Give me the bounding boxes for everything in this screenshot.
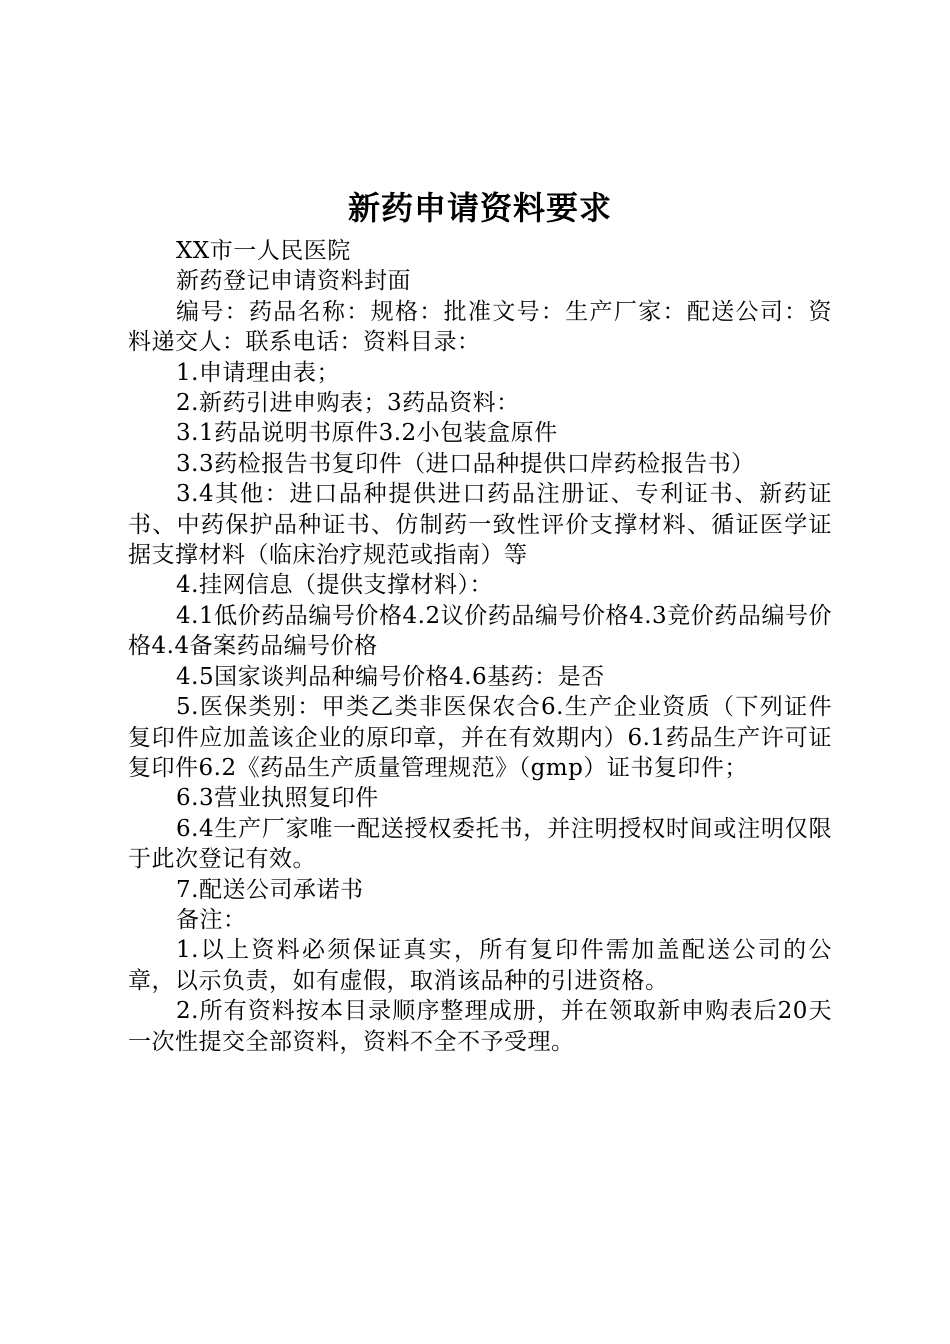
document-title: 新药申请资料要求 [347, 189, 612, 227]
note-item: 2.所有资料按本目录顺序整理成册，并在领取新申购表后20天一次性提交全部资料，资料不全不予受理。 [128, 998, 832, 1055]
document-page [128, 188, 832, 1057]
note-item: 1.以上资料必须保证真实，所有复印件需加盖配送公司的公章，以示负责，如有虚假，取消该品种的引进资格。 [128, 937, 832, 994]
list-item: 4.5国家谈判品种编号价格4.6基药：是否 [176, 663, 605, 690]
list-item: 7.配送公司承诺书 [176, 876, 364, 903]
list-item: 2.新药引进申购表；3药品资料： [176, 390, 520, 417]
list-item: 1.申请理由表； [176, 359, 340, 386]
cover-heading: 新药登记申请资料封面 [176, 268, 411, 295]
list-item: 3.3药检报告书复印件（进口品种提供口岸药检报告书） [176, 450, 755, 477]
notes-heading: 备注： [176, 906, 247, 933]
hospital-name: XX市一人民医院 [176, 238, 351, 264]
list-item: 6.4生产厂家唯一配送授权委托书，并注明授权时间或注明仅限于此次登记有效。 [128, 815, 832, 873]
list-item: 3.4其他：进口品种提供进口药品注册证、专利证书、新药证书、中药保护品种证书、仿制药一致性评价支撑材料、循证医学证据支撑材料（临床治疗规范或指南）等 [128, 481, 832, 569]
list-item: 4.1低价药品编号价格4.2议价药品编号价格4.3竞价药品编号价格4.4备案药品编号价格 [128, 602, 832, 660]
list-item: 3.1药品说明书原件3.2小包装盒原件 [176, 420, 558, 447]
cover-fields: 编号：药品名称：规格：批准文号：生产厂家：配送公司：资料递交人：联系电话：资料目录： [128, 298, 832, 356]
list-item: 5.医保类别：甲类乙类非医保农合6.生产企业资质（下列证件复印件应加盖该企业的原印章，并在有效期内）6.1药品生产许可证复印件6.2《药品生产质量管理规范》（gmp）证书复印件； [128, 694, 832, 781]
list-item: 4.挂网信息（提供支撑材料）： [176, 572, 493, 599]
list-item: 6.3营业执照复印件 [176, 785, 379, 812]
